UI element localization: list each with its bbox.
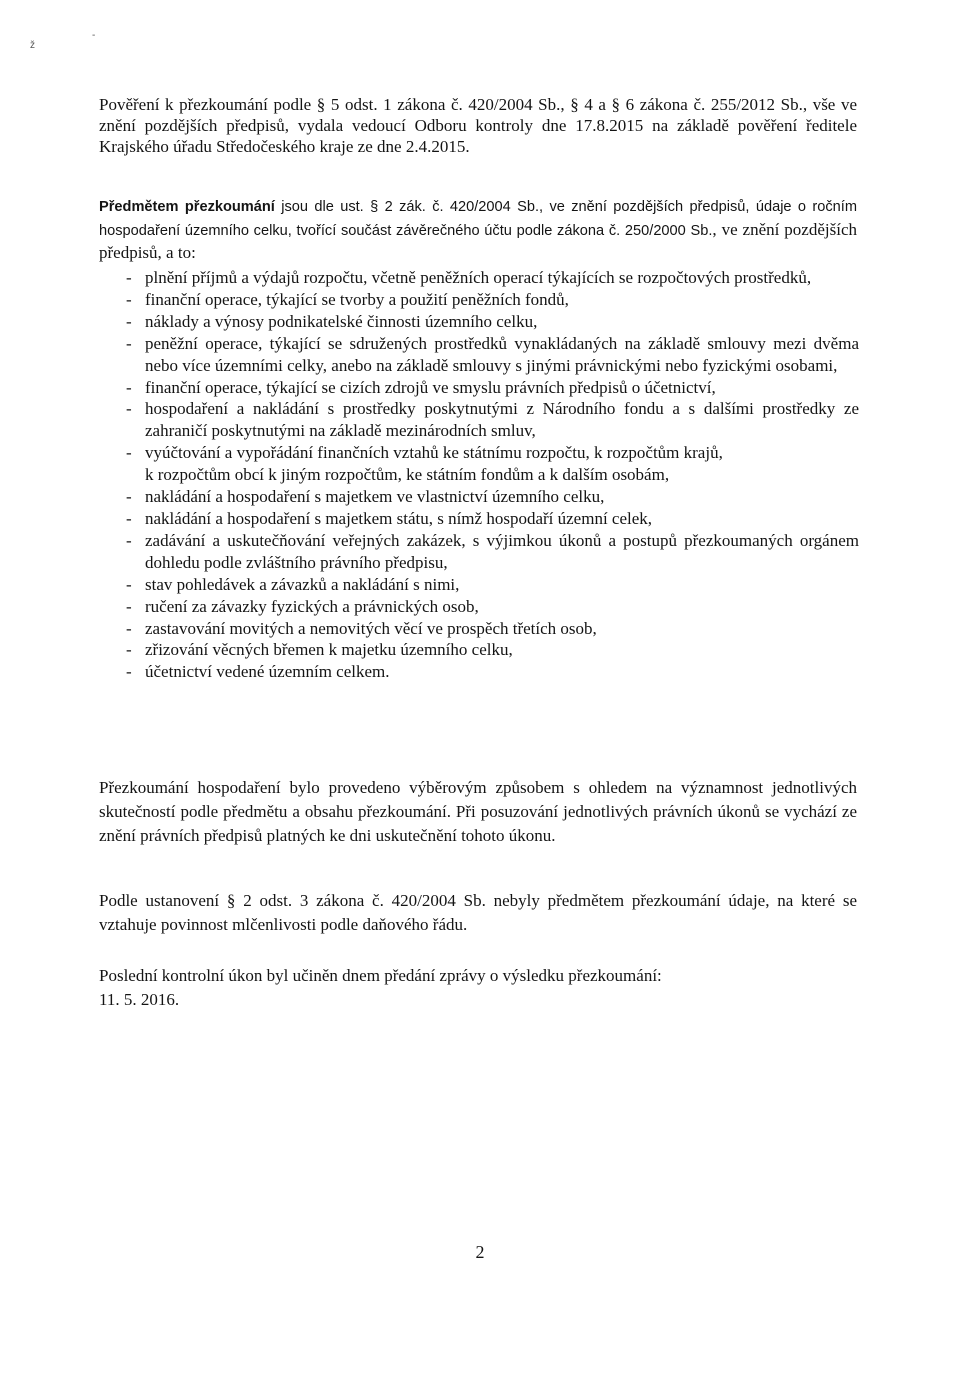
page-number: 2	[475, 1242, 485, 1262]
list-item: - vyúčtování a vypořádání finančních vztahů ke státnímu rozpočtu, k rozpočtům krajů,	[99, 442, 859, 464]
list-item: - hospodaření a nakládání s prostředky poskytnutými z Národního fondu a s dalšími prostředky ze zahraničí poskytnutými na základě mezinárodních smluv,	[99, 398, 859, 442]
subject-text: jsou dle ust. § 2 zák. č. 420/2004 Sb., ve znění pozdějších předpisů, údaje o ročním hospodaření územního celku, tvořící součást závěrečného účtu podle zákona č. 250/2000 Sb.	[99, 199, 857, 239]
list-item: - finanční operace, týkající se cizích zdrojů ve smyslu právních předpisů o účetnictví,	[99, 377, 859, 399]
method-paragraph: Přezkoumání hospodaření bylo provedeno výběrovým způsobem s ohledem na významnost jednotlivých skutečností podle předmětu a obsahu přezkoumání. Při posuzování jednotlivých právních úkonů se vychází ze znění právních předpisů platných ke dni uskutečnění tohoto úkonu.	[99, 778, 857, 845]
list-item: - zastavování movitých a nemovitých věcí ve prospěch třetích osob,	[99, 618, 859, 640]
last-action-date: 11. 5. 2016.	[99, 990, 180, 1009]
subject-text-tail: , ve znění pozdějších předpisů, a to:	[99, 219, 857, 262]
authorization-paragraph: Pověření k přezkoumání podle § 5 odst. 1 zákona č. 420/2004 Sb., § 4 a § 6 zákona č. 255/2012 Sb., vše ve znění pozdějších předpisů, vydala vedoucí Odboru kontroly dne 17.8.2015 na základě pověření ředitele Krajského úřadu Středočeského kraje ze dne 2.4.2015.	[99, 95, 857, 156]
list-item: - náklady a výnosy podnikatelské činnosti územního celku,	[99, 311, 859, 333]
list-item: - zřizování věcných břemen k majetku územního celku,	[99, 639, 859, 661]
list-item: - peněžní operace, týkající se sdružených prostředků vynakládaných na základě smlouvy mezi dvěma nebo více územními celky, anebo na základě smlouvy s jinými právnickými nebo fyzickými osobami,	[99, 333, 859, 377]
list-item: - ručení za závazky fyzických a právnických osob,	[99, 596, 859, 618]
list-item: - účetnictví vedené územním celkem.	[99, 661, 859, 683]
subject-items-list	[99, 267, 859, 683]
last-action-paragraph	[99, 964, 857, 1012]
list-item: - zadávání a uskutečňování veřejných zakázek, s výjimkou úkonů a postupů přezkoumaných orgánem dohledu podle zvláštního právního předpisu,	[99, 530, 859, 574]
scan-artifact-mark: -	[92, 30, 96, 41]
scan-artifact-mark: ž	[30, 40, 35, 51]
list-item: - stav pohledávek a závazků a nakládání s nimi,	[99, 574, 859, 596]
confidentiality-paragraph: Podle ustanovení § 2 odst. 3 zákona č. 420/2004 Sb. nebyly předmětem přezkoumání údaje, na které se vztahuje povinnost mlčenlivosti podle daňového řádu.	[99, 891, 857, 934]
list-item: - plnění příjmů a výdajů rozpočtu, včetně peněžních operací týkajících se rozpočtových prostředků,	[99, 267, 859, 289]
list-item: - finanční operace, týkající se tvorby a použití peněžních fondů,	[99, 289, 859, 311]
list-item: - nakládání a hospodaření s majetkem ve vlastnictví územního celku,	[99, 486, 859, 508]
list-item: k rozpočtům obcí k jiným rozpočtům, ke státním fondům a k dalším osobám,	[145, 465, 670, 485]
subject-paragraph	[99, 196, 857, 266]
list-item: - nakládání a hospodaření s majetkem státu, s nímž hospodaří územní celek,	[99, 508, 859, 530]
subject-bold-lead: Předmětem přezkoumání	[99, 199, 275, 215]
last-action-label: Poslední kontrolní úkon byl učiněn dnem předání zprávy o výsledku přezkoumání:	[99, 966, 662, 985]
